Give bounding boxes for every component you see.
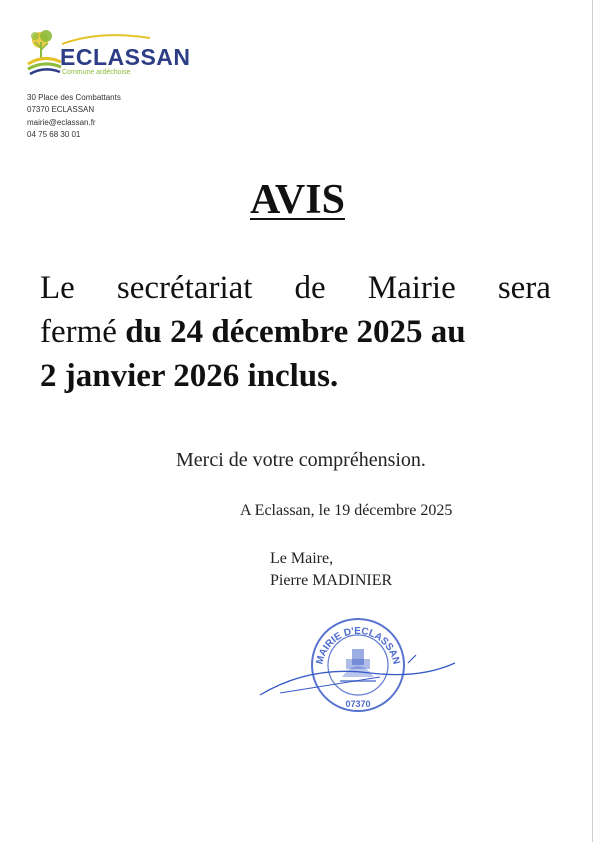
notice-word: sera xyxy=(497,270,551,306)
address-block xyxy=(27,92,121,141)
signatory xyxy=(270,548,392,592)
address-email: mairie@eclassan.fr xyxy=(27,117,96,127)
notice-line-3: 2 janvier 2026 inclus. xyxy=(40,358,339,394)
address-phone: 04 75 68 30 01 xyxy=(27,129,81,139)
notice-line-2 xyxy=(40,310,551,354)
notice-title: AVIS xyxy=(250,177,345,223)
stamp-postcode: 07370 xyxy=(345,699,371,709)
address-street: 30 Place des Combattants xyxy=(27,93,121,102)
notice-body xyxy=(40,266,551,398)
notice-word: Mairie xyxy=(367,270,456,306)
notice-line-2-regular: fermé xyxy=(40,314,126,350)
notice-word: secrétariat xyxy=(116,270,253,306)
signatory-role: Le Maire, xyxy=(270,550,334,567)
stamp-seal-icon xyxy=(250,615,460,715)
stamp-text: MAIRIE D'ECLASSAN xyxy=(314,625,402,666)
scan-edge xyxy=(592,0,593,842)
place-date: A Eclassan, le 19 décembre 2025 xyxy=(240,502,453,519)
official-stamp xyxy=(250,615,460,715)
logo-name: ECLASSAN xyxy=(60,44,191,70)
thanks-text: Merci de votre compréhension. xyxy=(176,449,426,471)
village-logo-icon xyxy=(26,28,62,78)
signatory-name: Pierre MADINIER xyxy=(270,572,393,589)
notice-line-2-bold: du 24 décembre 2025 au xyxy=(125,314,466,350)
address-city: 07370 ECLASSAN xyxy=(27,105,95,115)
notice-word: Le xyxy=(40,270,75,306)
notice-word: de xyxy=(294,270,326,306)
logo-tagline: Commune ardéchoise xyxy=(62,69,131,76)
notice-line-1 xyxy=(40,266,551,310)
